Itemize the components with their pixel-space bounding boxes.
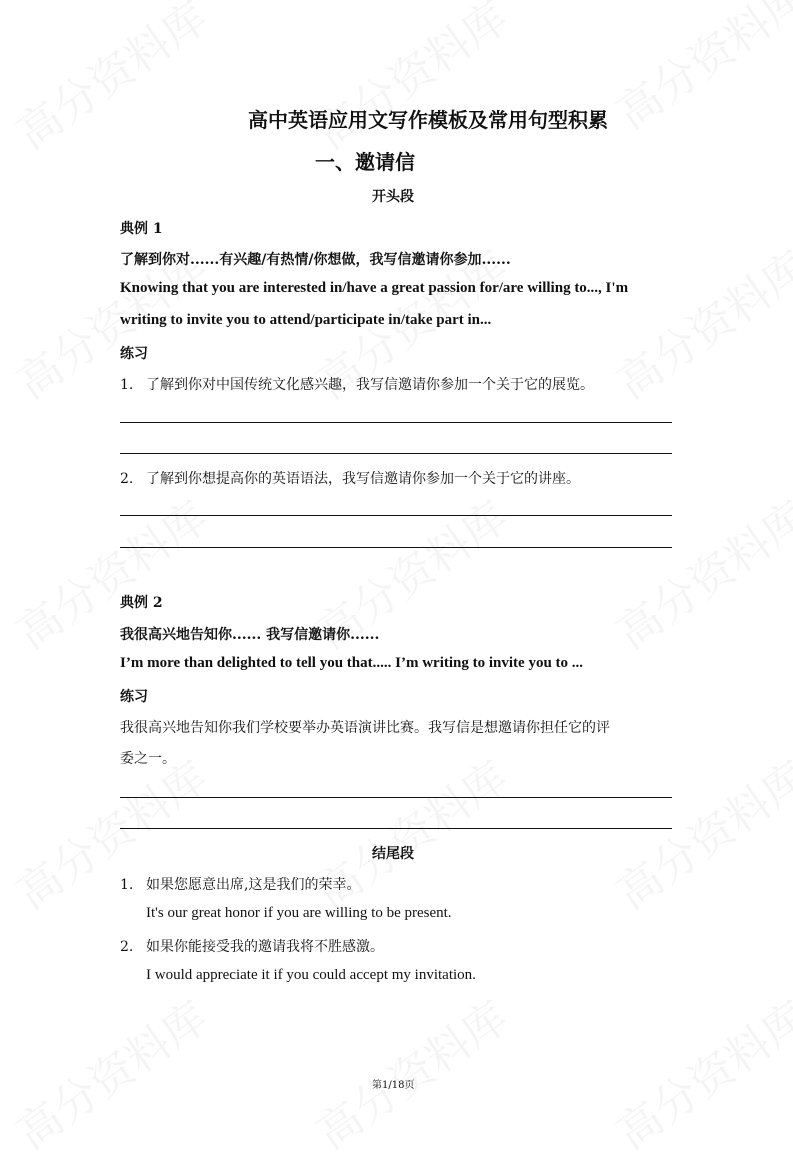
- practice-label: 练习: [120, 689, 148, 705]
- watermark: [602, 983, 793, 1161]
- page-title: 高中英语应用文写作模板及常用句型积累: [248, 108, 608, 132]
- closing-item-en: It's our great honor if you are willing to be present.: [146, 905, 452, 921]
- watermark: [2, 0, 219, 161]
- practice-label: 练习: [120, 346, 148, 362]
- answer-line[interactable]: [120, 797, 672, 798]
- practice-item: [120, 468, 580, 488]
- example2-cn: 我很高兴地告知你...... 我写信邀请你......: [120, 627, 380, 643]
- closing-item-cn: [120, 874, 360, 894]
- item-number: 2.: [120, 939, 134, 955]
- example1-label: 典例 1: [120, 221, 163, 237]
- answer-line[interactable]: [120, 453, 672, 454]
- practice-item: [120, 374, 594, 394]
- item-text: 如果您愿意出席,这是我们的荣幸。: [146, 877, 361, 893]
- example1-en-line1: Knowing that you are interested in/have a great passion for/are willing to..., I'm: [120, 280, 629, 296]
- section-title: 一、邀请信: [315, 150, 415, 174]
- item-text: 了解到你想提高你的英语语法，我写信邀请你参加一个关于它的讲座。: [146, 471, 580, 487]
- watermark: [602, 0, 793, 141]
- example2-en: I’m more than delighted to tell you that..... I’m writing to invite you to ...: [120, 655, 584, 671]
- page-number: 第1/18页: [372, 1080, 415, 1091]
- closing-heading: 结尾段: [372, 846, 414, 862]
- watermark: [2, 983, 219, 1161]
- item-number: 2.: [120, 471, 134, 487]
- watermark: [602, 233, 793, 412]
- watermark: [302, 0, 519, 161]
- watermark: [2, 743, 219, 922]
- watermark: [602, 743, 793, 922]
- closing-item-cn: [120, 936, 384, 956]
- answer-line[interactable]: [120, 515, 672, 516]
- watermark: [302, 743, 519, 922]
- practice-line: 委之一。: [120, 751, 176, 767]
- example2-label: 典例 2: [120, 595, 163, 611]
- item-text: 如果你能接受我的邀请我将不胜感激。: [146, 939, 384, 955]
- item-number: 1.: [120, 877, 134, 893]
- watermark: [602, 483, 793, 662]
- closing-item-en: I would appreciate it if you could accept my invitation.: [146, 967, 476, 983]
- answer-line[interactable]: [120, 422, 672, 423]
- watermark: [302, 983, 519, 1161]
- practice-line: 我很高兴地告知你我们学校要举办英语演讲比赛。我写信是想邀请你担任它的评: [120, 720, 610, 736]
- answer-line[interactable]: [120, 547, 672, 548]
- item-number: 1.: [120, 377, 134, 393]
- item-text: 了解到你对中国传统文化感兴趣，我写信邀请你参加一个关于它的展览。: [146, 377, 594, 393]
- opening-heading: 开头段: [372, 189, 414, 205]
- example1-cn: 了解到你对......有兴趣/有热情/你想做，我写信邀请你参加......: [120, 252, 511, 268]
- example1-en-line2: writing to invite you to attend/participate in/take part in...: [120, 312, 492, 328]
- answer-line[interactable]: [120, 828, 672, 829]
